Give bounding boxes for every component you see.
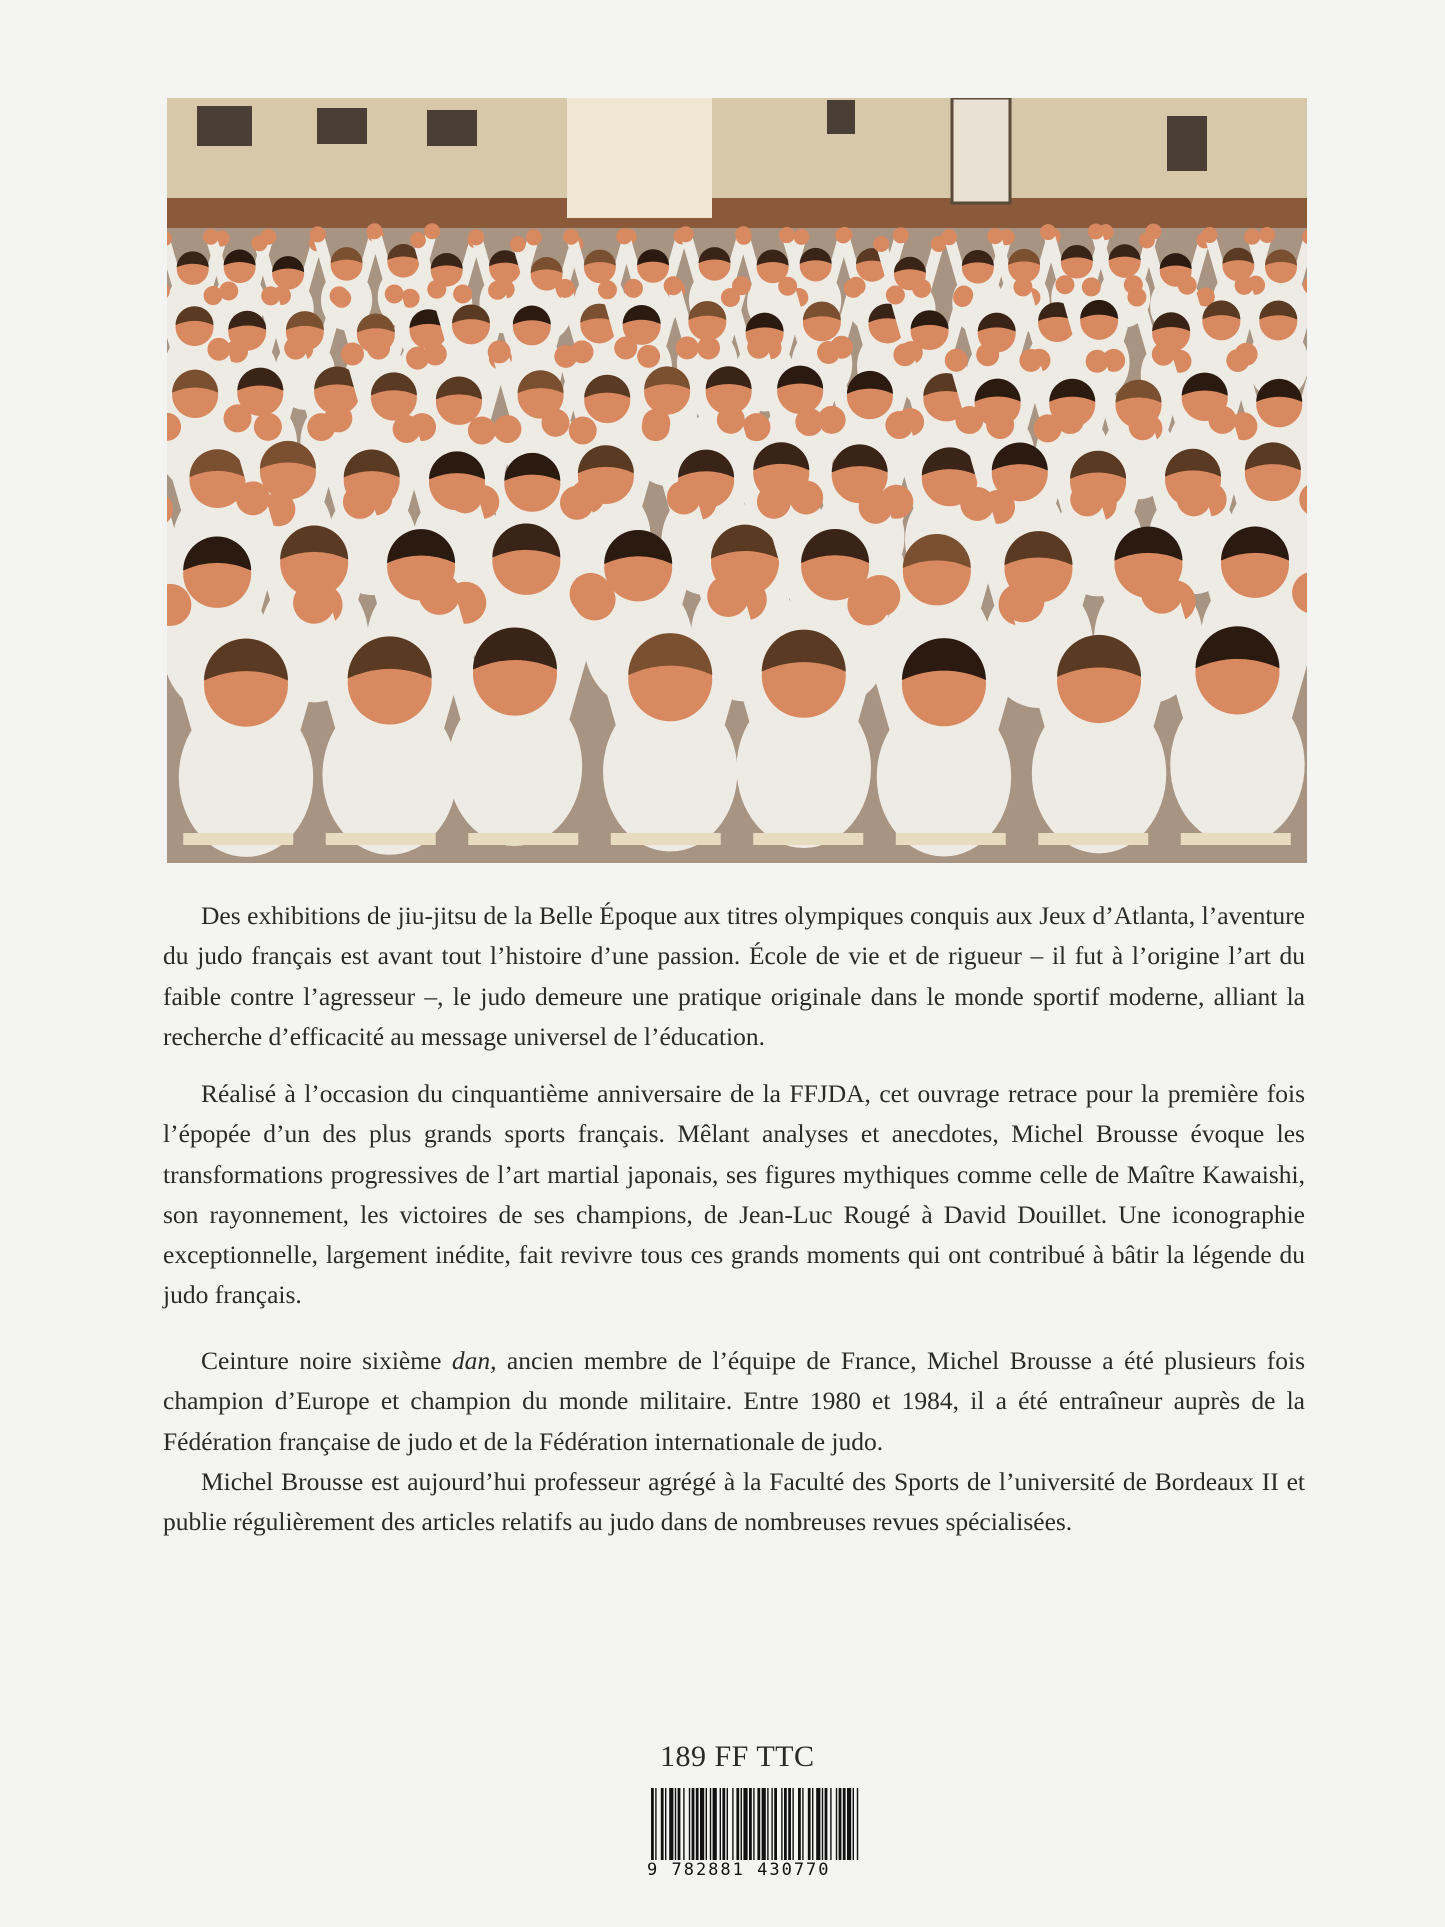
cover-photo <box>167 98 1307 863</box>
barcode-bar <box>665 1788 666 1860</box>
hand <box>817 341 840 364</box>
barcode-bars <box>647 1788 863 1860</box>
hand <box>1141 572 1183 614</box>
hand <box>941 229 957 245</box>
hand <box>721 288 740 307</box>
hand <box>1226 349 1249 372</box>
hand <box>707 575 749 617</box>
barcode-bar <box>788 1788 791 1860</box>
hand <box>236 481 270 515</box>
hand <box>418 573 460 615</box>
hand <box>747 336 770 359</box>
barcode-bar <box>743 1788 747 1860</box>
barcode-bar <box>732 1788 733 1860</box>
hand <box>1129 412 1157 440</box>
hand <box>987 228 1003 244</box>
hand <box>664 276 683 295</box>
barcode-bar <box>700 1788 704 1860</box>
barcode-bar <box>710 1788 711 1860</box>
hand <box>1235 276 1254 295</box>
barcode-bar <box>675 1788 676 1860</box>
barcode-bar <box>767 1788 768 1860</box>
barcode-bar <box>741 1788 742 1860</box>
hand <box>1086 350 1109 373</box>
hand <box>1244 229 1260 245</box>
hand <box>574 579 616 621</box>
barcode-bar <box>816 1788 820 1860</box>
barcode-bar <box>792 1788 793 1860</box>
hand <box>789 480 823 514</box>
description-paragraph-2 <box>163 1074 1305 1316</box>
hand <box>1082 277 1101 296</box>
barcode-bar <box>781 1788 782 1860</box>
hand <box>310 226 326 242</box>
hand <box>541 409 569 437</box>
wall-picture-1 <box>197 106 252 146</box>
paragraph-text: Réalisé à l’occasion du cinquantième anniversaire de la FFJDA, cet ouvrage retrace pour la première fois l’épopée d’un des plus grands sports français. Mêlant analyses et anecdotes, Michel Brousse évoque les transformations progressives de l’art martial japonais, ses figures mythiques comme celle de Maître Kawaishi, son rayonnement, les victoires de ses champions, de Jean-Luc Rougé à David Douillet. Une iconographie exceptionnelle, largement inédite, fait revivre tous ces grands moments qui ont contribué à bâtir la légende du judo français. <box>163 1079 1305 1310</box>
belt <box>896 833 1006 845</box>
hand <box>207 338 230 361</box>
hand <box>1040 224 1056 240</box>
belt <box>1038 833 1148 845</box>
hand <box>427 280 446 299</box>
hand <box>393 415 421 443</box>
isbn-number: 9 782881 430770 <box>647 1860 831 1880</box>
hand <box>1178 276 1197 295</box>
hand <box>859 490 893 524</box>
wall-panel <box>167 198 1307 228</box>
hand <box>556 279 575 298</box>
hand <box>1177 482 1211 516</box>
price-label: 189 FF TTC <box>660 1740 815 1773</box>
hand <box>410 232 426 248</box>
hand <box>873 236 889 252</box>
paragraph-text: Des exhibitions de jiu-jitsu de la Belle Époque aux titres olympiques conquis aux Jeux d’Atlanta, l’aventure du judo français est avant tout l’histoire d’une passion. École de vie et de rigueur – il fut à l’origine l’art du faible contre l’agresseur –, le judo demeure une pratique originale dans le monde sportif moderne, alliant la recherche d’efficacité au message universel de l’éducation. <box>163 901 1305 1051</box>
hand <box>569 417 597 445</box>
hand <box>779 227 795 243</box>
belt <box>611 833 721 845</box>
hand <box>488 340 511 363</box>
hand <box>254 413 282 441</box>
description-paragraph-1 <box>163 896 1305 1057</box>
barcode-bar <box>839 1788 842 1860</box>
hand <box>1055 275 1074 294</box>
barcode-bar <box>825 1788 828 1860</box>
hand <box>1019 349 1042 372</box>
hand <box>667 480 701 514</box>
hand <box>795 408 823 436</box>
hand <box>736 229 752 245</box>
hand <box>510 236 526 252</box>
author-bio <box>163 1341 1305 1542</box>
barcode-bar <box>720 1788 721 1860</box>
belt <box>753 833 863 845</box>
hand <box>886 286 905 305</box>
barcode-bar <box>822 1788 823 1860</box>
barcode-bar <box>830 1788 831 1860</box>
hand <box>678 226 694 242</box>
barcode-bar <box>678 1788 681 1860</box>
barcode-bar <box>749 1788 752 1860</box>
hand <box>343 485 377 519</box>
hand <box>203 229 219 245</box>
hand <box>448 479 482 513</box>
hand <box>1127 288 1146 307</box>
hand <box>563 229 579 245</box>
barcode-bar <box>722 1788 725 1860</box>
barcode-bar <box>655 1788 656 1860</box>
hand <box>893 343 916 366</box>
hand <box>793 229 809 245</box>
barcode-bar <box>651 1788 654 1860</box>
barcode-bar <box>812 1788 813 1860</box>
hand <box>778 277 797 296</box>
hand <box>847 584 889 626</box>
hand <box>986 411 1014 439</box>
hand <box>637 345 660 368</box>
belt <box>326 833 436 845</box>
wall-scroll <box>952 98 1010 203</box>
barcode-bar <box>706 1788 707 1860</box>
hand <box>526 229 542 245</box>
wall-picture-3 <box>427 110 477 146</box>
author-bio-text-1: Ceinture noire sixième dan, ancien membre de l’équipe de France, Michel Brousse a été plusieurs fois champion d’Europe et champion du monde militaire. Entre 1980 et 1984, il a été entraîneur auprès de la Fédération française de judo et de la Fédération internationale de judo. <box>163 1346 1305 1456</box>
barcode-bar <box>669 1788 673 1860</box>
hand <box>717 406 745 434</box>
hand <box>453 285 472 304</box>
barcode-bar <box>847 1788 851 1860</box>
hand <box>642 413 670 441</box>
barcode-bar <box>853 1788 854 1860</box>
barcode-bar <box>661 1788 664 1860</box>
belt <box>183 833 293 845</box>
hand <box>955 406 983 434</box>
hand <box>307 413 335 441</box>
hand <box>493 415 521 443</box>
belt <box>468 833 578 845</box>
hand <box>624 279 643 298</box>
hand <box>468 417 496 445</box>
hand <box>598 280 617 299</box>
hand <box>284 337 307 360</box>
wall-picture-2 <box>317 108 367 144</box>
barcode-bar <box>843 1788 846 1860</box>
hand <box>332 289 351 308</box>
barcode-bar <box>836 1788 837 1860</box>
barcode-bar <box>727 1788 728 1860</box>
barcode-bar <box>692 1788 695 1860</box>
barcode-bar <box>784 1788 787 1860</box>
hand <box>893 227 909 243</box>
barcode-bar <box>757 1788 760 1860</box>
barcode-bar <box>762 1788 766 1860</box>
hand <box>251 235 267 251</box>
hand <box>488 281 507 300</box>
hand <box>912 279 931 298</box>
hand <box>614 336 637 359</box>
hand <box>945 349 968 372</box>
barcode-bar <box>689 1788 690 1860</box>
barcode-bar <box>798 1788 801 1860</box>
barcode-bar <box>713 1788 717 1860</box>
wall-picture-5 <box>1167 116 1207 171</box>
hand <box>204 286 223 305</box>
hand <box>1002 580 1044 622</box>
judo-children-photo <box>167 98 1307 863</box>
author-bio-text-2: Michel Brousse est aujourd’hui professeur agrégé à la Faculté des Sports de l’université de Bordeaux II et publie régulièrement des articles relatifs au judo dans de nombreuses revues spécialisées. <box>163 1466 1305 1537</box>
barcode-bar <box>857 1788 858 1860</box>
barcode-bar <box>808 1788 811 1860</box>
barcode-bar <box>736 1788 739 1860</box>
barcode-bar <box>802 1788 803 1860</box>
barcode-bar <box>771 1788 772 1860</box>
wall-door <box>567 98 712 218</box>
hand <box>1208 406 1236 434</box>
hand <box>406 347 429 370</box>
hand <box>1070 482 1104 516</box>
hand <box>835 227 851 243</box>
belt <box>1181 833 1291 845</box>
hand <box>1152 343 1175 366</box>
hand <box>742 413 770 441</box>
hand <box>844 279 863 298</box>
hand <box>424 223 440 239</box>
hand <box>554 345 577 368</box>
hand <box>976 343 999 366</box>
barcode-bar <box>683 1788 684 1860</box>
hand <box>1034 414 1062 442</box>
hand <box>224 404 252 432</box>
wall-picture-4 <box>827 100 855 134</box>
hand <box>616 228 632 244</box>
barcode-bar <box>696 1788 699 1860</box>
hand <box>468 229 484 245</box>
hand <box>885 411 913 439</box>
hand <box>1202 227 1218 243</box>
hand <box>261 286 280 305</box>
barcode <box>647 1788 863 1883</box>
hand <box>697 336 720 359</box>
hand <box>757 485 791 519</box>
hand <box>385 285 404 304</box>
hand <box>960 487 994 521</box>
hand <box>367 337 390 360</box>
barcode-bar <box>753 1788 754 1860</box>
hand <box>1013 277 1032 296</box>
hand <box>560 486 594 520</box>
hand <box>953 288 972 307</box>
hand <box>367 223 383 239</box>
hand <box>1088 223 1104 239</box>
hand <box>676 336 699 359</box>
barcode-bar <box>774 1788 777 1860</box>
hand <box>1259 227 1275 243</box>
hand <box>1139 232 1155 248</box>
hand <box>341 342 364 365</box>
hand <box>293 582 335 624</box>
